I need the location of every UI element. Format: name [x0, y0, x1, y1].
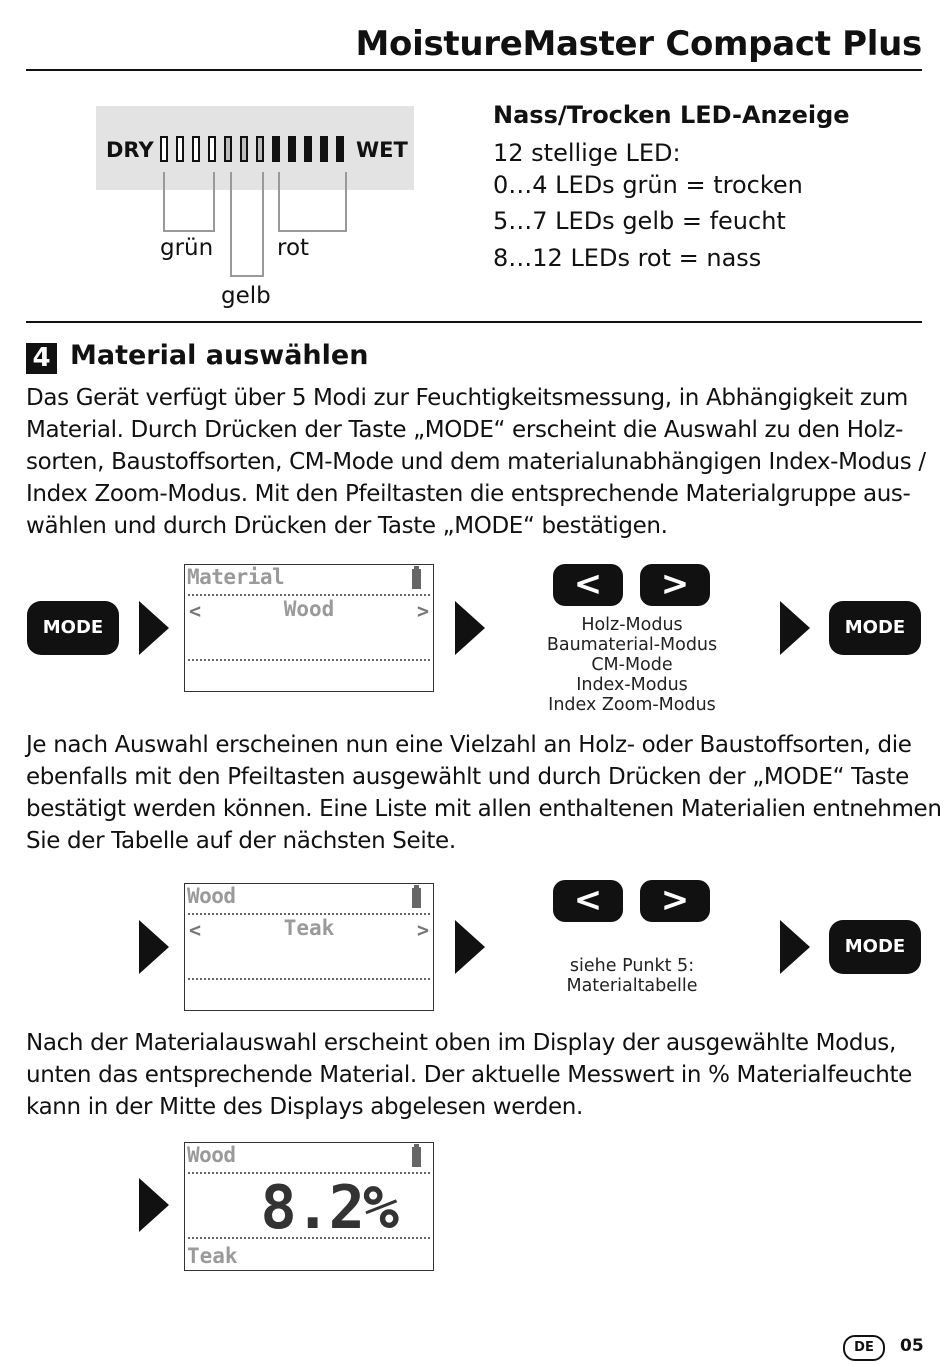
page-number: 05: [900, 1336, 924, 1356]
led-segment: [320, 136, 328, 162]
led-segment: [256, 136, 264, 162]
battery-icon: [412, 569, 421, 589]
lcd-top-text: Wood: [187, 1143, 236, 1167]
paragraph-line: Index Zoom-Modus. Mit den Pfeiltasten die entsprechende Materialgruppe aus-: [26, 481, 911, 507]
paragraph-line: Nach der Materialauswahl erscheint oben im Display der ausgewählte Modus,: [26, 1030, 896, 1056]
led-segment: [336, 136, 344, 162]
right-arrow-button[interactable]: >: [640, 880, 710, 922]
mode-list: [532, 615, 732, 715]
section-rule: [26, 321, 922, 323]
chevron-left-icon: <: [189, 599, 202, 623]
chevron-right-icon: >: [416, 918, 429, 942]
chevron-left-icon: <: [189, 918, 202, 942]
header-rule: [26, 69, 922, 71]
green-label: grün: [160, 235, 214, 261]
battery-icon: [412, 1147, 421, 1167]
flow-arrow-icon: [139, 601, 169, 655]
mode-list-item: Index Zoom-Modus: [548, 695, 716, 715]
lcd-divider: [188, 978, 430, 980]
led-info-line: 12 stellige LED:: [493, 139, 681, 167]
lcd-bottom-text: Teak: [187, 1244, 238, 1268]
mode-list-item: CM-Mode: [591, 655, 673, 675]
mode-list-item: Index-Modus: [576, 675, 688, 695]
section-number: 4: [26, 343, 57, 374]
mode-list-item: Holz-Modus: [581, 615, 683, 635]
mode-button[interactable]: MODE: [829, 601, 921, 655]
lcd-divider: [188, 1237, 430, 1239]
paragraph-line: kann in der Mitte des Displays abgelesen werden.: [26, 1094, 583, 1120]
paragraph-line: wählen und durch Drücken der Taste „MODE“ bestätigen.: [26, 513, 668, 539]
paragraph-line: Das Gerät verfügt über 5 Modi zur Feuchtigkeitsmessung, in Abhängigkeit zum: [26, 385, 908, 411]
led-heading: Nass/Trocken LED-Anzeige: [493, 101, 850, 129]
mode-button[interactable]: MODE: [829, 920, 921, 974]
led-segment: [240, 136, 248, 162]
led-segment: [208, 136, 216, 162]
paragraph-line: Sie der Tabelle auf der nächsten Seite.: [26, 828, 456, 854]
led-segment: [192, 136, 200, 162]
green-bracket: [163, 172, 215, 232]
mode-list-item: Baumaterial-Modus: [546, 635, 718, 655]
flow-arrow-icon: [455, 601, 485, 655]
flow-arrow-icon: [780, 920, 810, 974]
yellow-bracket: [230, 172, 264, 277]
table-reference: [532, 956, 732, 996]
led-segment: [224, 136, 232, 162]
red-bracket: [278, 172, 347, 232]
flow-arrow-icon: [455, 920, 485, 974]
led-segment: [304, 136, 312, 162]
language-badge: DE: [843, 1335, 885, 1361]
paragraph-line: sorten, Baustoffsorten, CM-Mode und dem materialunabhängigen Index-Modus /: [26, 449, 926, 475]
led-segment: [288, 136, 296, 162]
paragraph-line: ebenfalls mit den Pfeiltasten ausgewählt und durch Drücken der „MODE“ Taste: [26, 764, 909, 790]
led-segment: [272, 136, 280, 162]
lcd-divider: [188, 659, 430, 661]
yellow-label: gelb: [221, 283, 271, 309]
paragraph-line: bestätigt werden können. Eine Liste mit allen enthaltenen Materialien entnehmen: [26, 796, 942, 822]
chevron-right-icon: >: [416, 599, 429, 623]
paragraph-line: Material. Durch Drücken der Taste „MODE“ erscheint die Auswahl zu den Holz-: [26, 417, 904, 443]
section-title: Material auswählen: [70, 340, 369, 371]
red-label: rot: [277, 235, 310, 261]
left-arrow-button[interactable]: <: [553, 880, 623, 922]
mode-button[interactable]: MODE: [27, 601, 119, 655]
led-segment: [176, 136, 184, 162]
lcd-divider: [188, 594, 430, 596]
lcd-center-text: Teak: [283, 916, 335, 940]
lcd-divider: [188, 913, 430, 915]
lcd-center-text: Wood: [283, 597, 335, 621]
led-info-line: 8…12 LEDs rot = nass: [493, 244, 762, 272]
caption-line: Materialtabelle: [566, 976, 698, 996]
left-arrow-button[interactable]: <: [553, 564, 623, 606]
flow-arrow-icon: [780, 601, 810, 655]
lcd-top-text: Wood: [187, 884, 236, 908]
dry-label: DRY: [106, 138, 154, 162]
flow-arrow-icon: [139, 1178, 169, 1232]
battery-icon: [412, 888, 421, 908]
led-info-line: 0…4 LEDs grün = trocken: [493, 171, 803, 199]
lcd-display: [184, 883, 434, 1011]
flow-arrow-icon: [139, 920, 169, 974]
right-arrow-button[interactable]: >: [640, 564, 710, 606]
lcd-top-text: Material: [187, 565, 285, 589]
page-title: MoistureMaster Compact Plus: [355, 24, 922, 64]
lcd-display: [184, 1142, 434, 1271]
led-info-line: 5…7 LEDs gelb = feucht: [493, 207, 786, 235]
led-segment: [160, 136, 168, 162]
wet-label: WET: [356, 138, 408, 162]
lcd-measurement-value: 8.2%: [260, 1173, 397, 1243]
paragraph-line: unten das entsprechende Material. Der aktuelle Messwert in % Materialfeuchte: [26, 1062, 912, 1088]
caption-line: siehe Punkt 5:: [569, 956, 695, 976]
lcd-display: [184, 564, 434, 692]
paragraph-line: Je nach Auswahl erscheinen nun eine Vielzahl an Holz- oder Baustoffsorten, die: [26, 732, 912, 758]
